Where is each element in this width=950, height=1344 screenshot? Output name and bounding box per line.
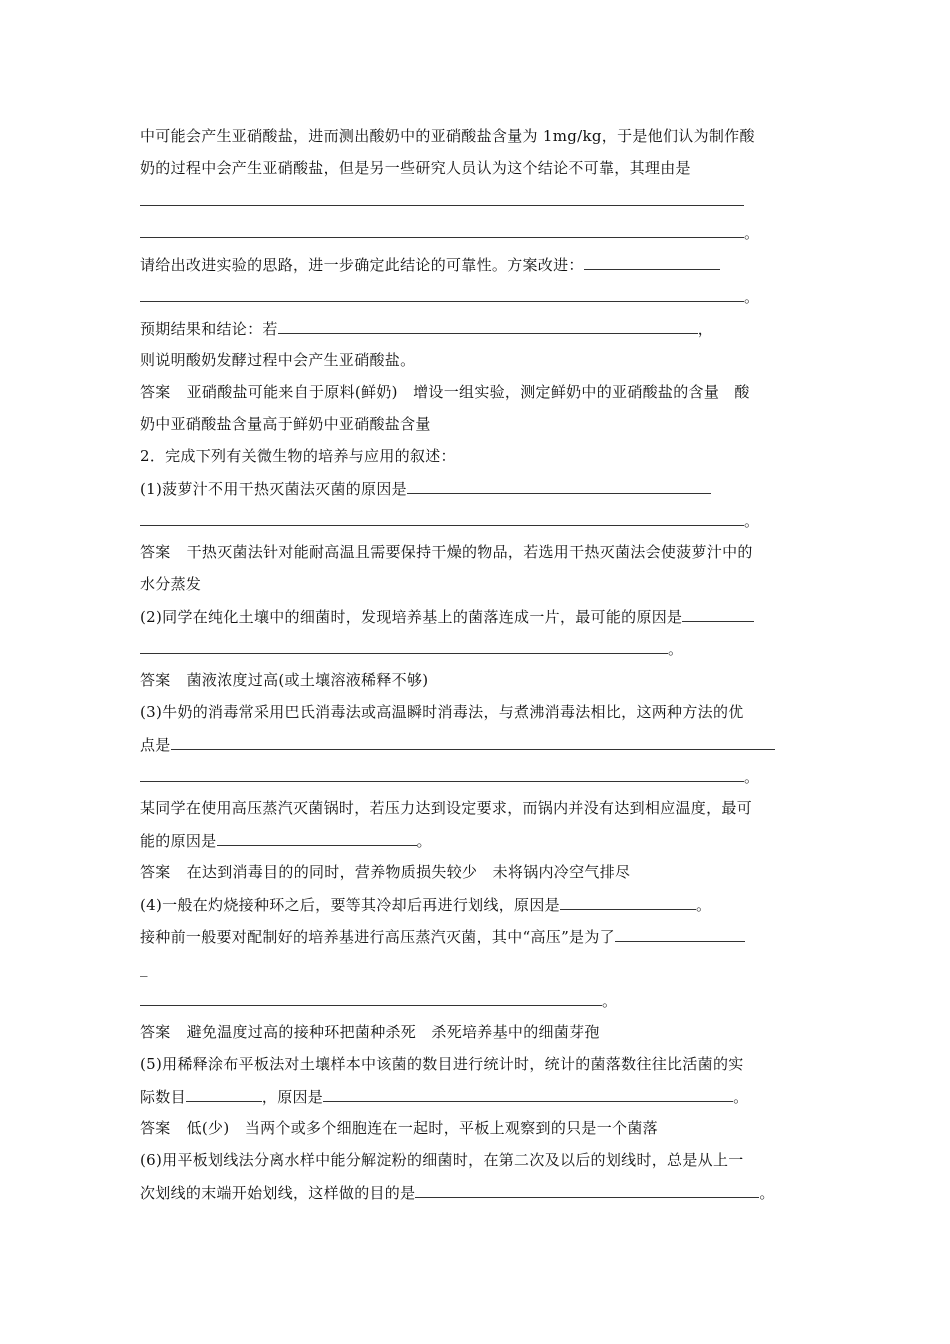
answer-label: 答案: [140, 543, 171, 561]
answer-line: [140, 382, 812, 402]
text-line: [140, 894, 812, 915]
text-line: [140, 830, 812, 851]
text-line: [140, 414, 812, 434]
answer-label: 答案: [140, 1119, 171, 1137]
line-text: 。: [668, 640, 684, 658]
answer-label: 答案: [140, 383, 171, 401]
line-text: 。: [416, 832, 432, 850]
line-text: 则说明酸奶发酵过程中会产生亚硝酸盐。: [140, 351, 416, 369]
answer-blank[interactable]: [560, 894, 696, 910]
line-text: 2．完成下列有关微生物的培养与应用的叙述：: [140, 447, 456, 465]
line-text: 某同学在使用高压蒸汽灭菌锅时，若压力达到设定要求，而锅内并没有达到相应温度，最可: [140, 799, 753, 817]
text-line: [140, 958, 812, 978]
answer-blank[interactable]: [140, 222, 744, 238]
answer-blank[interactable]: [140, 766, 744, 782]
answer-blank[interactable]: [171, 734, 775, 750]
text-line: [140, 606, 812, 627]
line-text: 奶中亚硝酸盐含量高于鲜奶中亚硝酸盐含量: [140, 415, 431, 433]
text-line: [140, 254, 812, 275]
text-line: [140, 1086, 812, 1107]
answer-label: 答案: [140, 671, 171, 689]
answer-blank[interactable]: [407, 478, 711, 494]
answer-blank[interactable]: [615, 926, 745, 942]
line-text: 水分蒸发: [140, 575, 202, 593]
answer-line: [140, 862, 812, 882]
text-line: [140, 702, 812, 722]
line-text: 点是: [140, 736, 171, 754]
line-text: 菌液浓度过高(或土壤溶液稀释不够): [186, 671, 429, 689]
line-text: (6)用平板划线法分离水样中能分解淀粉的细菌时，在第二次及以后的划线时，总是从上一: [140, 1151, 744, 1169]
line-text: 际数目: [140, 1088, 186, 1106]
answer-label: 答案: [140, 1023, 171, 1041]
text-line: [140, 926, 812, 947]
answer-blank[interactable]: [217, 830, 417, 846]
answer-blank[interactable]: [140, 638, 668, 654]
line-text: 干热灭菌法针对能耐高温且需要保持干燥的物品，若选用干热灭菌法会使菠萝汁中的: [186, 543, 753, 561]
question-heading: [140, 446, 812, 466]
answer-blank[interactable]: [584, 254, 720, 270]
line-text: 亚硝酸盐可能来自于原料(鲜奶) 增设一组实验，测定鲜奶中的亚硝酸盐的含量 酸: [186, 383, 750, 401]
text-line: [140, 1054, 812, 1074]
text-line: [140, 1150, 812, 1170]
blank-line: [140, 222, 812, 243]
line-text: 奶的过程中会产生亚硝酸盐，但是另一些研究人员认为这个结论不可靠，其理由是: [140, 159, 691, 177]
answer-line: [140, 670, 812, 690]
answer-label: 答案: [140, 863, 171, 881]
line-text: ，原因是: [261, 1088, 324, 1106]
line-text: 。: [744, 288, 760, 306]
line-text: (4)一般在灼烧接种环之后，要等其冷却后再进行划线，原因是: [140, 896, 560, 914]
blank-line: [140, 510, 812, 531]
line-text: 。: [733, 1088, 749, 1106]
answer-blank[interactable]: [415, 1182, 759, 1198]
answer-line: [140, 542, 812, 562]
line-text: (5)用稀释涂布平板法对土壤样本中该菌的数目进行统计时，统计的菌落数往往比活菌的实: [140, 1055, 744, 1073]
line-text: (2)同学在纯化土壤中的细菌时，发现培养基上的菌落连成一片，最可能的原因是: [140, 608, 683, 626]
text-line: [140, 478, 812, 499]
blank-line: [140, 990, 812, 1011]
answer-blank[interactable]: [278, 318, 698, 334]
answer-blank[interactable]: [140, 286, 744, 302]
line-text: 能的原因是: [140, 832, 217, 850]
text-line: [140, 126, 812, 146]
answer-blank[interactable]: [140, 990, 602, 1006]
blank-line: [140, 286, 812, 307]
line-text: 在达到消毒目的的同时，营养物质损失较少 未将锅内冷空气排尽: [186, 863, 631, 881]
line-text: 。: [695, 896, 712, 914]
line-text: 低(少) 当两个或多个细胞连在一起时，平板上观察到的只是一个菌落: [186, 1119, 658, 1137]
answer-blank[interactable]: [140, 190, 744, 206]
blank-line: [140, 190, 812, 211]
blank-line: [140, 766, 812, 787]
text-line: [140, 1182, 812, 1203]
answer-blank[interactable]: [323, 1086, 733, 1102]
line-text: _: [140, 959, 148, 977]
line-text: 中可能会产生亚硝酸盐，进而测出酸奶中的亚硝酸盐含量为 1mg/kg，于是他们认为制作酸: [140, 127, 755, 145]
line-text: ，: [697, 320, 714, 338]
line-text: 预期结果和结论：若: [140, 320, 278, 338]
line-text: 。: [759, 1184, 775, 1202]
text-line: [140, 734, 812, 755]
answer-line: [140, 1022, 812, 1042]
line-text: 。: [744, 768, 760, 786]
line-text: 次划线的末端开始划线，这样做的目的是: [140, 1184, 416, 1202]
blank-line: [140, 638, 812, 659]
answer-blank[interactable]: [682, 606, 754, 622]
text-line: [140, 350, 812, 370]
line-text: 避免温度过高的接种环把菌种杀死 杀死培养基中的细菌芽孢: [186, 1023, 600, 1041]
text-line: [140, 798, 812, 818]
answer-blank[interactable]: [186, 1086, 262, 1102]
line-text: 接种前一般要对配制好的培养基进行高压蒸汽灭菌，其中“高压”是为了: [140, 928, 615, 946]
text-line: [140, 574, 812, 594]
line-text: 。: [744, 224, 760, 242]
text-line: [140, 158, 812, 178]
line-text: (1)菠萝汁不用干热灭菌法灭菌的原因是: [140, 480, 407, 498]
line-text: 请给出改进实验的思路，进一步确定此结论的可靠性。方案改进：: [140, 256, 584, 274]
line-text: 。: [602, 992, 618, 1010]
text-line: [140, 318, 812, 339]
answer-line: [140, 1118, 812, 1138]
answer-blank[interactable]: [140, 510, 744, 526]
line-text: (3)牛奶的消毒常采用巴氏消毒法或高温瞬时消毒法，与煮沸消毒法相比，这两种方法的优: [140, 703, 744, 721]
line-text: 。: [744, 512, 760, 530]
